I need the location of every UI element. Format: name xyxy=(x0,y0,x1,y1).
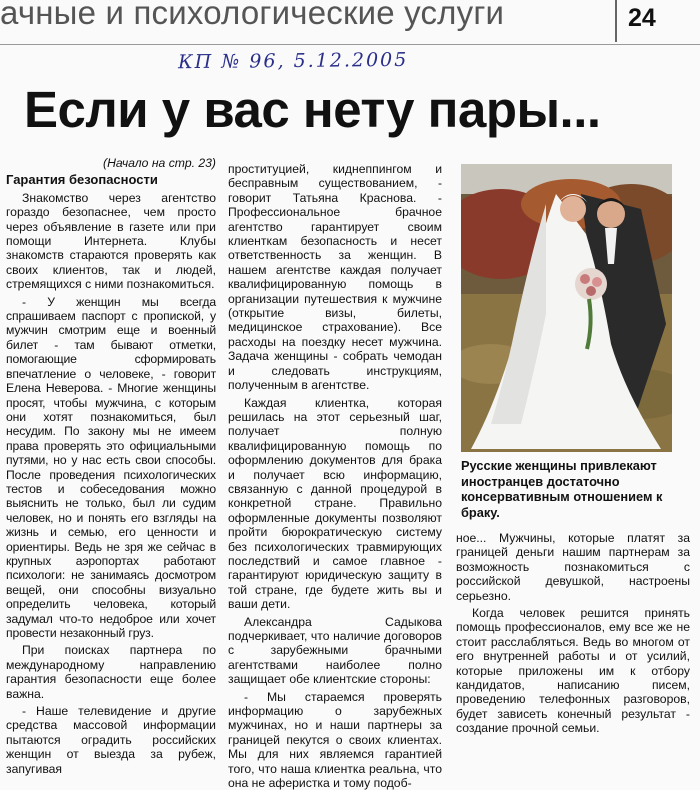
paragraph: - У женщин мы всегда спрашиваем паспорт с пропиской, у мужчин смотрим еще и военный билет - там бывают отметки, помогающие сформировать впечатление о человеке, - говорит Елена Неверова. - Многие женщины просят, чтобы мужчина, с которым они хотят познакомиться, был несудим. По закону мы не имеем права проверять это официальными путями, но у нас есть свои способы. После проведения психологических тестов и собеседования можно выяснить не только, был ли судим человек, но и понять его взгляды на жизнь и семью, его ценности и ориентиры. Ведь не зря же сейчас в крупных аэропортах работают психологи: не занимаясь досмотром вещей, они способны визуально определить человека, который задумал что-то недоброе или хочет провести незаконный груз. xyxy=(6,294,216,640)
subheading: Гарантия безопасности xyxy=(6,172,158,188)
paragraph: - Мы стараемся проверять информацию о зарубежных мужчинах, но и наши партнеры за границей пекутся о своих клиентах. Мы для них являемся гарантией того, что наша клиентка реальна, что она не аферистка и тому подоб- xyxy=(228,689,442,790)
paragraph: Когда человек решится принять помощь профессионалов, ему все же не стоит расслабляться. Ведь во многом от его внутренней работы и от усилий, которые приложены им к отбору кандидатов, написанию писем, проведению телефонных разговоров, будет зависеть конечный результат - создание прочной семьи. xyxy=(456,606,690,736)
column-2 xyxy=(228,162,442,790)
page-number: 24 xyxy=(628,4,656,32)
header-divider xyxy=(615,0,617,42)
paragraph: ное... Мужчины, которые платят за границей деньги нашим партнерам за возможность познакомиться с российской девушкой, настроены серьезно. xyxy=(456,531,690,603)
paragraph: Александра Садыкова подчеркивает, что наличие договоров с зарубежными брачными агентствами наиболее полно защищает обе клиентские стороны: xyxy=(228,614,442,687)
column-1 xyxy=(6,156,216,776)
photo-caption: Русские женщины привлекают иностранцев достаточно консервативным отношением к браку. xyxy=(461,458,663,520)
paragraph: - Наше телевидение и другие средства массовой информации пытаются оградить российских женщин от выезда за рубеж, запугивая xyxy=(6,704,216,776)
wedding-photo xyxy=(461,164,672,452)
page-header xyxy=(0,0,700,44)
paragraph: При поисках партнера по международному направлению гарантия безопасности еще более важна. xyxy=(6,643,216,701)
handwritten-note: КП № 96, 5.12.2005 xyxy=(177,48,409,74)
column-3 xyxy=(456,531,690,736)
paragraph: проституцией, киднеппингом и бесправным существованием, - говорит Татьяна Краснова. - Профессиональное брачное агентство гарантирует своим клиенткам безопасность и несет ответственность за женщин. В нашем агентстве каждая получает квалифицированную помощь в организации путешествия к мужчине (открытие визы, билеты, медицинское страхование). Все расходы на поездку несет мужчина. Задача женщины - собрать чемодан и следовать инструкциям, полученным в агентстве. xyxy=(228,162,442,393)
paragraph: Знакомство через агентство гораздо безопаснее, чем просто через объявление в газете или при помощи Интернета. Клубы знакомств стараются проверять как своих клиентов, так и людей, стремящихся с ними познакомиться. xyxy=(6,190,216,292)
section-title: ачные и психологические услуги xyxy=(0,0,505,31)
continuation-note: (Начало на стр. 23) xyxy=(103,156,216,170)
header-rule xyxy=(0,44,700,45)
headline: Если у вас нету пары... xyxy=(24,81,601,138)
paragraph: Каждая клиентка, которая решилась на этот серьезный шаг, получает полную квалифицированную помощь по оформлению документов для брака и получает всю информацию, связанную с данной процедурой в конкретной стране. Правильно оформленные документы позволяют пройти бюрократическую систему без психологических травмирующих последствий и самое главное - гарантируют юридическую защиту в той стране, где будете жить вы и ваши дети. xyxy=(228,395,442,612)
